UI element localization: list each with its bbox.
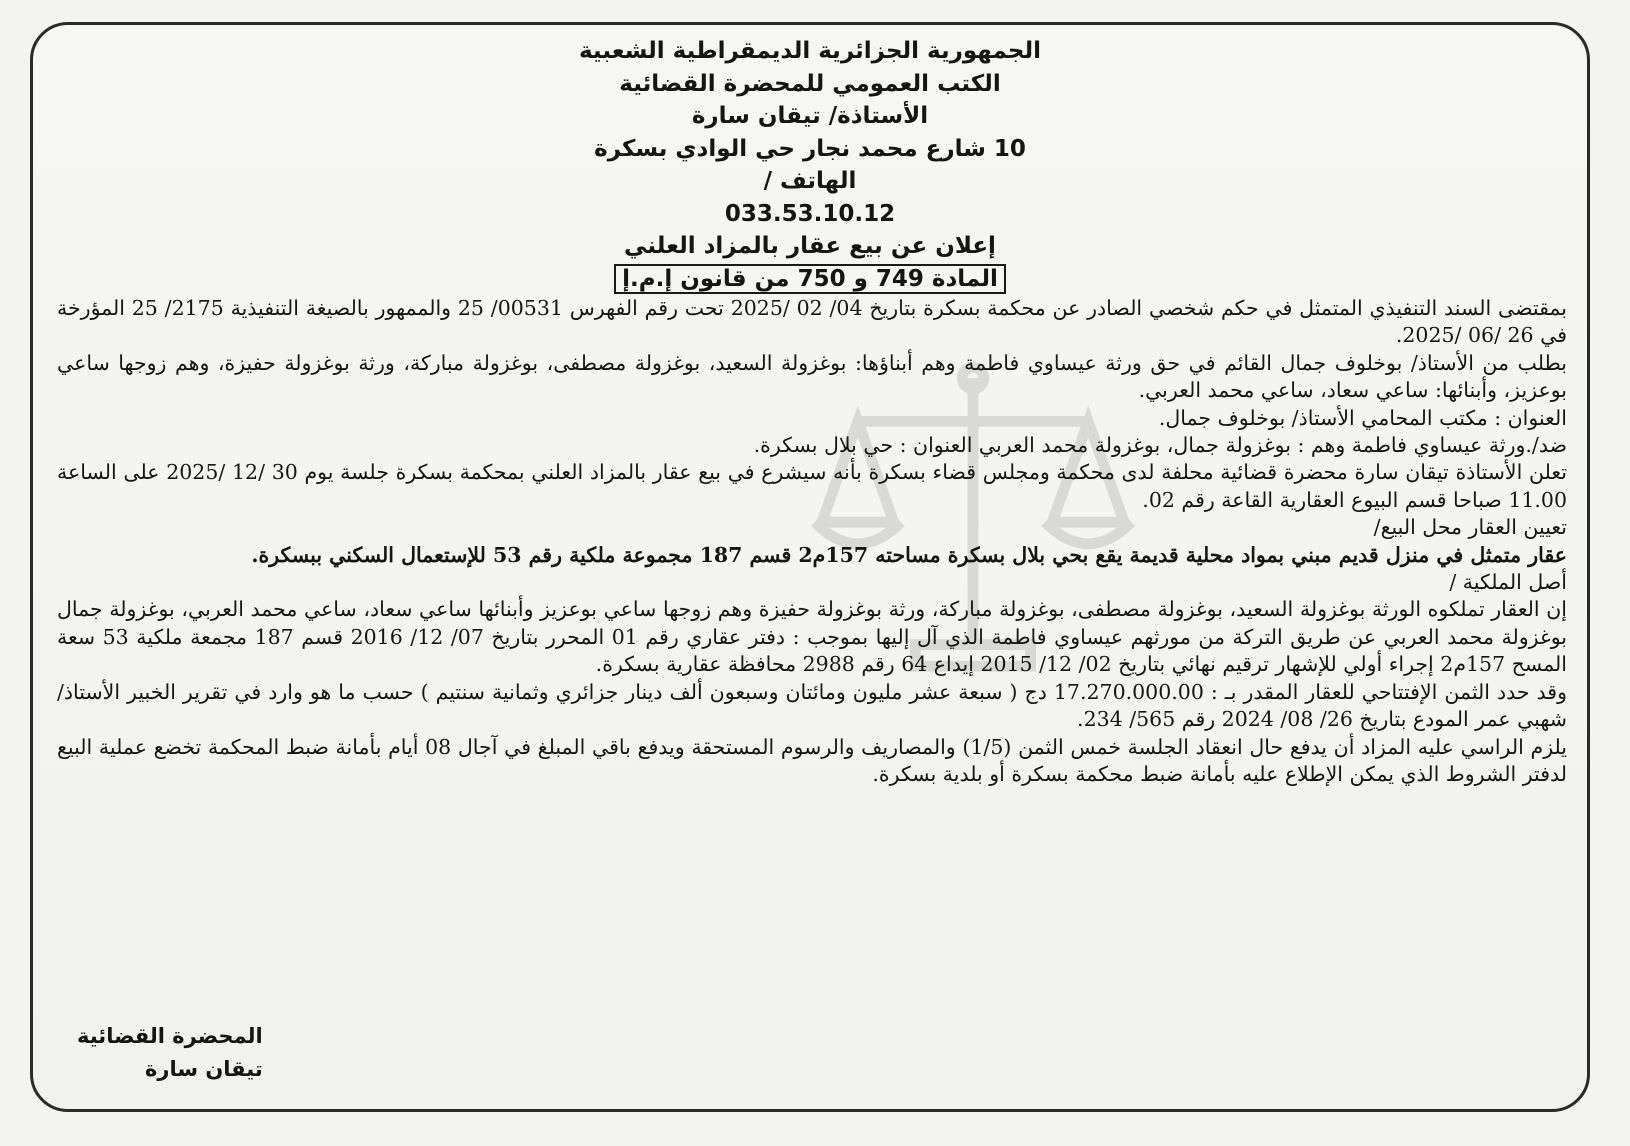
notice-frame: [30, 22, 1590, 1112]
bailiff-name: الأستاذة/ تيقان سارة: [691, 103, 929, 129]
signature-block: [77, 1020, 263, 1086]
office-heading: الكتب العمومي للمحضرة القضائية: [619, 70, 1001, 97]
subject-line: [33, 263, 1587, 296]
executive-title-paragraph: بمقتضى السند التنفيذي المتمثل في حكم شخصي الصادر عن محكمة بسكرة بتاريخ 04/ 02 /2025 تحت رقم الفهرس 00531/ 25 والممهور بالصيغة التنفيذية 2175/ 25 المؤرخة في 26 /06 /2025.: [57, 296, 1567, 348]
notice-header: [33, 35, 1587, 295]
legal-article-box: المادة 749 و 750 من قانون إ.م.إ: [614, 264, 1006, 294]
requester-paragraph: بطلب من الأستاذ/ بوخلوف جمال القائم في حق ورثة عيساوي فاطمة وهم أبناؤها: بوغزولة السعيد، بوغزولة مصطفى، بوغزولة مباركة، ورثة بوغزولة حفيزة، وهم زوجها ساعي بوعزيز، وأبنائها: ساعي سعاد، ساعي محمد العربي.: [57, 350, 1567, 403]
ownership-origin-heading: أصل الملكية /: [1449, 570, 1567, 595]
signature-title: المحضرة القضائية: [77, 1024, 263, 1048]
requester-address: العنوان : مكتب المحامي الأستاذ/ بوخلوف جمال.: [1158, 405, 1567, 430]
ownership-paragraph: إن العقار تملكوه الورثة بوغزولة السعيد، بوغزولة مصطفى، بوغزولة مباركة، ورثة بوغزولة حفيزة وهم زوجها ساعي بوعزيز وأبنائها ساعي سعاد، ساعي محمد العربي، بوغزولة جمال بوغزولة محمد العربي عن طريق التركة من مورثهم عيساوي فاطمة الذي آل إليها بموجب : دفتر عقاري رقم 01 المحرر بتاريخ 07/ 12/ 2016 قسم 187 مجمعة ملكية 53 سعة المسح 157م2 إجراء أولي للإشهار ترقيم نهائي بتاريخ 02/ 12/ 2015 إيداع 64 رقم 2988 محافظة عقارية بسكرة.: [57, 597, 1568, 677]
auction-announcement: تعلن الأستاذة تيقان سارة محضرة قضائية محلفة لدى محكمة ومجلس قضاء بسكرة بأنه سيشرع في بيع عقار بالمزاد العلني بمحكمة بسكرة جلسة يوم 30 /12 /2025 على الساعة 11.00 صباحا قسم البيوع العقارية القاعة رقم 02.: [57, 460, 1567, 512]
notice-body: [57, 295, 1567, 788]
signature-name: تيقان سارة: [145, 1057, 263, 1081]
office-address: 10 شارع محمد نجار حي الوادي بسكرة: [594, 135, 1026, 162]
property-description: عقار متمثل في منزل قديم مبني بمواد محلية قديمة يقع بحي بلال بسكرة مساحته 157م2 قسم 187 مجموعة ملكية رقم 53 للإستعمال السكني ببسكرة.: [251, 542, 1567, 567]
republic-heading: الجمهورية الجزائرية الديمقراطية الشعبية: [578, 38, 1042, 64]
phone-label: الهاتف /: [763, 168, 857, 194]
notice-title: إعلان عن بيع عقار بالمزاد العلني: [624, 233, 996, 259]
phone-number: 033.53.10.12: [724, 200, 896, 227]
payment-terms-paragraph: يلزم الراسي عليه المزاد أن يدفع حال انعقاد الجلسة خمس الثمن (1/5) والمصاريف والرسوم المستحقة ويدفع باقي المبلغ في آجال 08 أيام بأمانة ضبط المحكمة تخضع عملية البيع لدفتر الشروط الذي يمكن الإطلاع عليه بأمانة ضبط محكمة بسكرة أو بلدية بسكرة.: [57, 734, 1567, 786]
property-designation-heading: تعيين العقار محل البيع/: [1373, 515, 1567, 540]
phone-line: [33, 165, 1587, 230]
against-paragraph: ضد/.ورثة عيساوي فاطمة وهم : بوغزولة جمال، بوغزولة محمد العربي العنوان : حي بلال بسكرة.: [753, 433, 1567, 458]
opening-price-paragraph: وقد حدد الثمن الإفتتاحي للعقار المقدر بـ : 17.270.000.00 دج ( سبعة عشر مليون ومائتان وسبعون ألف دينار جزائري وثمانية سنتيم ) حسب ما هو وارد في تقرير الخبير الأستاذ/ شهبي عمر المودع بتاريخ 26/ 08/ 2024 رقم 565/ 234.: [57, 679, 1567, 732]
